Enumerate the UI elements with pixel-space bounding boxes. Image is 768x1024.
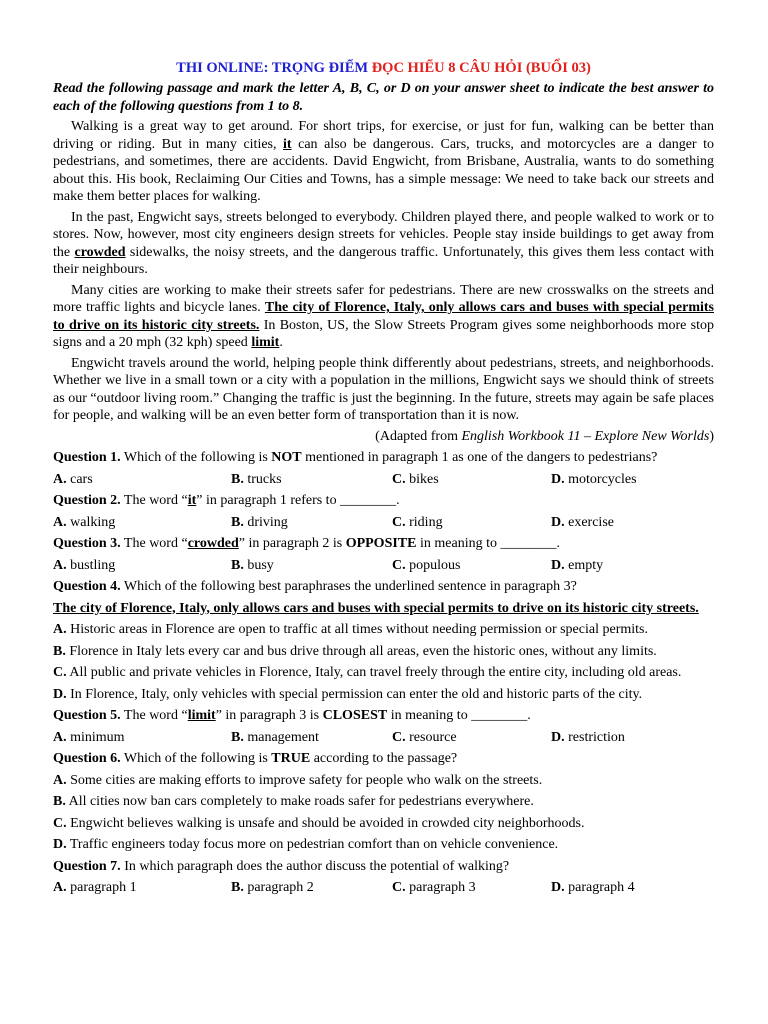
q5-keyword: limit	[187, 708, 216, 723]
option-text: busy	[247, 557, 274, 573]
option-letter: A.	[53, 557, 67, 573]
q7-options	[53, 879, 714, 897]
p3-text-c: .	[279, 335, 283, 350]
option-letter: C.	[392, 514, 406, 530]
q6-label: Question 6.	[53, 751, 121, 766]
q5-options	[53, 729, 714, 747]
option-text: populous	[409, 557, 461, 573]
option-text: empty	[568, 557, 604, 573]
question-4	[53, 578, 714, 596]
option-letter: D.	[551, 514, 565, 530]
option-text: resource	[409, 729, 457, 745]
q1-options	[53, 471, 714, 489]
q3-text-3: in meaning to ________.	[416, 536, 560, 551]
option-letter: C.	[392, 729, 406, 745]
option-letter: D.	[53, 837, 67, 852]
option-letter: A.	[53, 772, 67, 788]
option-text: Some cities are making efforts to improve safety for people who walk on the streets.	[70, 772, 543, 788]
q3-options	[53, 557, 714, 575]
q6-option-d[interactable]	[53, 836, 714, 854]
q1-text-1: Which of the following is	[120, 450, 272, 465]
option-letter: A.	[53, 514, 67, 530]
q5-option-d[interactable]	[551, 729, 711, 747]
question-1	[53, 449, 714, 467]
option-letter: B.	[53, 794, 66, 809]
q7-option-d[interactable]	[551, 879, 711, 897]
q2-option-c[interactable]	[392, 514, 551, 532]
q7-option-c[interactable]	[392, 879, 551, 897]
option-letter: D.	[53, 686, 67, 702]
p1-highlight-it: it	[283, 136, 292, 152]
p2-text-a: In the past, Engwicht says, streets belonged to everybody. Children played there, and people walked to work or to stores. Now, however, most city engineers design streets for vehicles. People stay inside buildings to get away from the	[53, 209, 714, 260]
instructions: Read the following passage and mark the letter A, B, C, or D on your answer sheet to indicate the best answer to each of the following questions from 1 to 8.	[53, 81, 714, 114]
title-part-1: THI ONLINE: TRỌNG ĐIỂM	[176, 60, 372, 76]
p3-highlight-limit: limit	[251, 335, 280, 350]
q6-text-1: Which of the following is	[120, 751, 272, 766]
q2-option-b[interactable]	[231, 514, 392, 532]
option-text: All public and private vehicles in Florence, Italy, can travel freely through the entire city, including old areas.	[69, 665, 682, 680]
p2-highlight-crowded: crowded	[74, 244, 126, 260]
p1-text-a: Walking is a great way to get around. For short trips, for exercise, or just for fun, walking can be better than driving or riding. But in many cities,	[53, 119, 714, 152]
q5-option-c[interactable]	[392, 729, 551, 747]
paragraph-1	[53, 118, 714, 206]
q1-option-b[interactable]	[231, 471, 392, 489]
question-5	[53, 707, 714, 725]
q3-text-1: The word “	[120, 536, 188, 551]
q2-label: Question 2.	[53, 493, 121, 508]
q1-keyword: NOT	[271, 450, 302, 465]
p3-text-b: In Boston, US, the Slow Streets Program gives some neighborhoods more stop signs and a 20 mph (32 kph) speed	[53, 317, 714, 350]
option-letter: D.	[551, 729, 565, 745]
q6-option-a[interactable]	[53, 772, 714, 790]
q3-option-b[interactable]	[231, 557, 392, 575]
option-text: walking	[70, 514, 116, 530]
question-3	[53, 535, 714, 553]
q4-option-c[interactable]	[53, 664, 714, 682]
q6-option-b[interactable]	[53, 793, 714, 811]
option-letter: B.	[231, 514, 244, 530]
q1-option-c[interactable]	[392, 471, 551, 489]
option-letter: B.	[53, 643, 66, 659]
option-text: management	[247, 729, 319, 745]
option-text: restriction	[568, 729, 625, 745]
option-letter: A.	[53, 622, 67, 637]
option-text: paragraph 2	[247, 880, 314, 895]
option-text: bikes	[409, 471, 439, 487]
option-letter: A.	[53, 729, 67, 745]
q3-option-d[interactable]	[551, 557, 711, 575]
q3-option-a[interactable]	[53, 557, 231, 575]
question-7	[53, 858, 714, 876]
option-letter: C.	[53, 815, 67, 831]
option-letter: A.	[53, 880, 67, 895]
option-letter: B.	[231, 729, 244, 745]
p3-text-a: Many cities are working to make their streets safer for pedestrians. There are new crosswalks on the streets and more traffic lights and bicycle lanes.	[53, 282, 714, 315]
q4-option-d[interactable]	[53, 686, 714, 704]
q1-label: Question 1.	[53, 450, 121, 465]
option-text: minimum	[70, 729, 125, 745]
option-letter: C.	[392, 880, 406, 895]
paragraph-4: Engwicht travels around the world, helping people think differently about pedestrians, streets, and neighborhoods. Whether we live in a small town or a city with a population in the millions, Engwicht says we should think of streets as our “outdoor living room.” Changing the traffic is just the beginning. In the future, streets may again be safe places for people, and walking will be an even better form of transportation than it is now.	[53, 355, 714, 423]
q7-option-b[interactable]	[231, 879, 392, 897]
q3-keyword-2: OPPOSITE	[345, 536, 417, 551]
q2-option-a[interactable]	[53, 514, 231, 532]
option-text: trucks	[247, 471, 282, 487]
q4-label: Question 4.	[53, 579, 121, 594]
option-text: paragraph 3	[409, 880, 476, 895]
option-letter: D.	[551, 471, 565, 487]
option-letter: C.	[53, 665, 67, 680]
option-text: All cities now ban cars completely to make roads safer for pedestrians everywhere.	[68, 794, 534, 809]
option-text: Florence in Italy lets every car and bus drive through all areas, even the historic ones, without any limits.	[69, 643, 657, 659]
source-post: )	[709, 428, 714, 444]
q1-option-a[interactable]	[53, 471, 231, 489]
q5-text-2: ” in paragraph 3 is	[215, 708, 323, 723]
q6-keyword: TRUE	[271, 751, 311, 766]
paragraph-2	[53, 209, 714, 279]
option-text: paragraph 4	[568, 880, 635, 895]
option-text: driving	[247, 514, 288, 530]
q6-option-c[interactable]	[53, 815, 714, 833]
q2-options	[53, 514, 714, 532]
p1-text-b: can also be dangerous. Cars, trucks, and motorcycles are a danger to pedestrians, and sometimes, there are accidents. David Engwicht, from Brisbane, Australia, wants to do something about this. His book, Reclaiming Our Cities and Towns, has a simple message: We need to take back our streets and make them better places for walking.	[53, 136, 714, 204]
option-letter: C.	[392, 471, 406, 487]
q2-option-d[interactable]	[551, 514, 711, 532]
q4-quoted-sentence: The city of Florence, Italy, only allows cars and buses with special permits to drive on its historic city streets.	[53, 600, 699, 616]
paragraph-3	[53, 282, 714, 352]
option-letter: D.	[551, 557, 565, 573]
q2-text-2: ” in paragraph 1 refers to ________.	[196, 493, 400, 508]
p3-underlined-sentence: The city of Florence, Italy, only allows cars and buses with special permits to drive on its historic city streets.	[53, 300, 714, 333]
option-text: Engwicht believes walking is unsafe and should be avoided in crowded city neighborhoods.	[70, 815, 585, 831]
q5-keyword-2: CLOSEST	[322, 708, 388, 723]
q5-text-3: in meaning to ________.	[387, 708, 531, 723]
page-title	[53, 58, 714, 78]
option-letter: A.	[53, 471, 67, 487]
q3-option-c[interactable]	[392, 557, 551, 575]
option-text: cars	[70, 471, 93, 487]
q5-label: Question 5.	[53, 708, 121, 723]
question-2	[53, 492, 714, 510]
q4-option-a[interactable]	[53, 621, 714, 639]
option-letter: D.	[551, 880, 565, 895]
q6-text-2: according to the passage?	[310, 751, 458, 766]
source-book: English Workbook 11 – Explore New Worlds	[461, 428, 710, 444]
source-pre: (Adapted from	[375, 428, 462, 444]
q7-text-1: In which paragraph does the author discuss the potential of walking?	[120, 858, 510, 874]
q5-option-a[interactable]	[53, 729, 231, 747]
title-part-2: ĐỌC HIỂU 8 CÂU HỎI (BUỔI 03)	[371, 60, 591, 76]
q5-text-1: The word “	[120, 708, 188, 723]
source-citation	[53, 428, 714, 446]
question-6	[53, 750, 714, 768]
exam-page	[53, 58, 714, 897]
option-text: paragraph 1	[70, 880, 137, 895]
option-text: bustling	[70, 557, 116, 573]
option-text: riding	[409, 514, 443, 530]
q2-keyword: it	[187, 493, 197, 508]
option-text: exercise	[568, 514, 614, 530]
q5-option-b[interactable]	[231, 729, 392, 747]
q3-label: Question 3.	[53, 536, 121, 551]
q2-text-1: The word “	[120, 493, 188, 508]
q7-option-a[interactable]	[53, 879, 231, 897]
option-text: In Florence, Italy, only vehicles with special permission can enter the old and historic parts of the city.	[70, 686, 643, 702]
q4-option-b[interactable]	[53, 643, 714, 661]
q7-label: Question 7.	[53, 858, 121, 874]
option-letter: B.	[231, 557, 244, 573]
q3-keyword: crowded	[187, 536, 239, 551]
q1-option-d[interactable]	[551, 471, 711, 489]
option-text: Traffic engineers today focus more on pedestrian comfort than on vehicle convenience.	[69, 837, 559, 852]
option-text: motorcycles	[568, 471, 637, 487]
q4-text-1: Which of the following best paraphrases the underlined sentence in paragraph 3?	[120, 579, 577, 594]
p2-text-b: sidewalks, the noisy streets, and the dangerous traffic. Unfortunately, this gives them less contact with their neighbours.	[53, 244, 715, 277]
option-text: Historic areas in Florence are open to traffic at all times without needing permission or special permits.	[70, 622, 648, 637]
option-letter: B.	[231, 880, 244, 895]
q3-text-2: ” in paragraph 2 is	[238, 536, 346, 551]
option-letter: B.	[231, 471, 244, 487]
q1-text-2: mentioned in paragraph 1 as one of the dangers to pedestrians?	[301, 450, 658, 465]
option-letter: C.	[392, 557, 406, 573]
